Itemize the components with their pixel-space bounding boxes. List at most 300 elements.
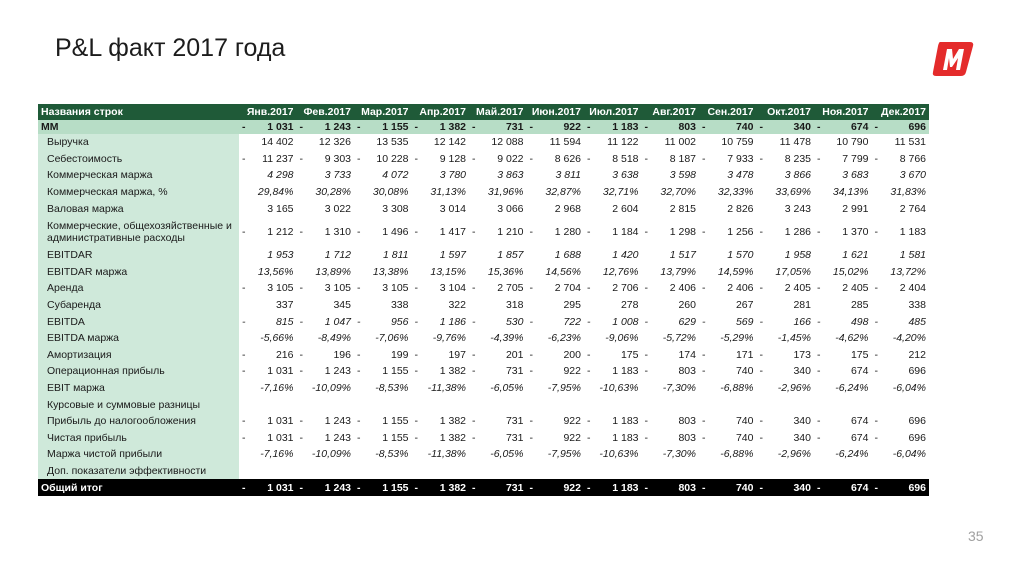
- value-cell: [527, 280, 585, 297]
- value-cell: -8,49%: [317, 332, 351, 345]
- value-number: 1 382: [439, 431, 466, 444]
- value-cell: 2 826: [727, 202, 754, 215]
- minus-sign: -: [644, 152, 648, 165]
- value-cell: [872, 120, 930, 134]
- value-cell: [757, 413, 815, 430]
- value-cell: 13,79%: [660, 265, 696, 278]
- row-label: Выручка: [38, 134, 239, 151]
- value-cell: 3 066: [497, 202, 524, 215]
- value-cell: 31,83%: [890, 186, 926, 199]
- value-cell: [584, 151, 642, 168]
- value-number: 740: [735, 431, 754, 444]
- value-cell: 12,76%: [602, 265, 639, 278]
- value-number: 1 243: [324, 415, 351, 428]
- minus-sign: -: [299, 431, 303, 444]
- table-row: [38, 380, 929, 397]
- minus-sign: -: [587, 225, 591, 238]
- value-cell: 15,36%: [487, 265, 524, 278]
- value-cell: -7,95%: [547, 448, 581, 461]
- table-header-row: [38, 104, 929, 120]
- value-number: 1 155: [382, 415, 409, 428]
- value-cell: [699, 313, 757, 330]
- minus-sign: -: [299, 348, 303, 361]
- value-number: 1 155: [382, 431, 409, 444]
- value-cell: [412, 479, 470, 496]
- row-label: EBITDAR маржа: [38, 264, 239, 281]
- value-cell: [584, 347, 642, 364]
- minus-sign: -: [702, 431, 706, 444]
- minus-sign: -: [874, 121, 878, 133]
- value-cell: 13,89%: [315, 265, 351, 278]
- table-row: [38, 297, 929, 314]
- minus-sign: -: [702, 315, 706, 328]
- table-row: [38, 430, 929, 447]
- minus-sign: -: [874, 152, 878, 165]
- row-label: Амортизация: [38, 347, 239, 364]
- value-cell: 2 968: [554, 202, 581, 215]
- value-cell: [699, 479, 757, 496]
- value-cell: 338: [390, 299, 409, 312]
- value-number: 1 183: [612, 121, 639, 133]
- minus-sign: -: [242, 315, 246, 328]
- value-number: 8 235: [784, 152, 811, 165]
- value-number: 922: [563, 365, 581, 378]
- minus-sign: -: [587, 348, 591, 361]
- minus-sign: -: [817, 481, 821, 494]
- value-cell: -11,38%: [427, 448, 466, 461]
- table-row: [38, 396, 929, 413]
- value-number: 2 406: [727, 282, 754, 295]
- minus-sign: -: [644, 121, 648, 133]
- value-cell: 14,56%: [545, 265, 581, 278]
- value-number: 2 706: [612, 282, 639, 295]
- minus-sign: -: [357, 225, 361, 238]
- value-cell: [872, 479, 930, 496]
- month-header: Сен.2017: [699, 104, 757, 120]
- value-number: 674: [850, 365, 869, 378]
- value-cell: [872, 280, 930, 297]
- minus-sign: -: [414, 348, 418, 361]
- value-cell: [872, 430, 930, 447]
- value-cell: 1 811: [383, 249, 409, 262]
- minus-sign: -: [759, 152, 763, 165]
- value-cell: [527, 430, 585, 447]
- minus-sign: -: [529, 348, 533, 361]
- value-cell: -6,88%: [720, 382, 754, 395]
- value-cell: [239, 120, 297, 134]
- value-cell: 1 517: [669, 249, 696, 262]
- minus-sign: -: [242, 431, 246, 444]
- minus-sign: -: [587, 415, 591, 428]
- value-number: 1 155: [382, 481, 409, 494]
- value-cell: [239, 151, 297, 168]
- value-cell: 260: [678, 299, 696, 312]
- value-cell: 32,71%: [602, 186, 639, 199]
- value-cell: [584, 363, 642, 380]
- value-cell: [412, 463, 470, 480]
- value-number: 1 031: [267, 365, 294, 378]
- value-number: 340: [793, 121, 811, 133]
- month-header: Мар.2017: [354, 104, 412, 120]
- value-number: 1 280: [554, 225, 581, 238]
- header-row-labels: Названия строк: [38, 104, 239, 120]
- value-cell: [239, 313, 297, 330]
- value-cell: [642, 217, 700, 247]
- value-number: 199: [390, 348, 409, 361]
- minus-sign: -: [817, 225, 821, 238]
- value-number: 1 243: [324, 481, 351, 494]
- value-cell: -6,04%: [892, 448, 926, 461]
- value-number: 674: [850, 121, 869, 133]
- minus-sign: -: [357, 431, 361, 444]
- value-cell: -10,63%: [599, 382, 639, 395]
- value-cell: -4,39%: [490, 332, 524, 345]
- value-cell: -6,05%: [490, 448, 524, 461]
- value-number: 1 382: [439, 481, 466, 494]
- value-cell: [699, 280, 757, 297]
- value-cell: 322: [448, 299, 466, 312]
- minus-sign: -: [702, 415, 706, 428]
- month-header: Авг.2017: [642, 104, 700, 120]
- value-number: 731: [505, 365, 524, 378]
- value-cell: -6,88%: [720, 448, 754, 461]
- value-number: 2 406: [669, 282, 696, 295]
- value-cell: 13,15%: [430, 265, 466, 278]
- minus-sign: -: [587, 365, 591, 378]
- value-cell: 3 165: [267, 202, 294, 215]
- value-cell: 2 815: [669, 202, 696, 215]
- minus-sign: -: [414, 315, 418, 328]
- value-cell: [469, 413, 527, 430]
- value-number: 803: [678, 121, 696, 133]
- table-row: [38, 347, 929, 364]
- value-cell: [527, 396, 585, 413]
- value-number: 485: [908, 315, 926, 328]
- value-number: 498: [850, 315, 869, 328]
- minus-sign: -: [644, 225, 648, 238]
- value-number: 1 184: [612, 225, 639, 238]
- month-header: Янв.2017: [239, 104, 297, 120]
- value-cell: [412, 217, 470, 247]
- minus-sign: -: [702, 152, 706, 165]
- minus-sign: -: [299, 481, 303, 494]
- value-cell: [297, 120, 355, 134]
- value-cell: 1 581: [899, 249, 926, 262]
- minus-sign: -: [472, 365, 476, 378]
- value-number: 196: [333, 348, 351, 361]
- value-cell: -10,09%: [311, 382, 351, 395]
- value-cell: -5,66%: [260, 332, 294, 345]
- value-cell: -7,30%: [662, 382, 696, 395]
- value-cell: 15,02%: [832, 265, 869, 278]
- value-cell: 3 022: [324, 202, 351, 215]
- value-cell: [699, 120, 757, 134]
- value-number: 175: [620, 348, 639, 361]
- minus-sign: -: [587, 152, 591, 165]
- minus-sign: -: [242, 225, 246, 238]
- row-label: Операционная прибыль: [38, 363, 239, 380]
- minus-sign: -: [299, 365, 303, 378]
- total-label: Общий итог: [38, 479, 239, 496]
- minus-sign: -: [817, 365, 821, 378]
- value-cell: 3 598: [669, 169, 696, 182]
- minus-sign: -: [357, 481, 361, 494]
- row-label: Аренда: [38, 280, 239, 297]
- value-number: 9 128: [439, 152, 466, 165]
- pl-table: [38, 104, 929, 496]
- month-header: Июл.2017: [584, 104, 642, 120]
- value-number: 722: [563, 315, 581, 328]
- value-cell: [699, 413, 757, 430]
- value-cell: 3 478: [727, 169, 754, 182]
- row-label: Валовая маржа: [38, 200, 239, 217]
- value-number: 3 105: [324, 282, 351, 295]
- minus-sign: -: [357, 152, 361, 165]
- value-cell: [239, 396, 297, 413]
- value-cell: [814, 479, 872, 496]
- value-cell: [757, 120, 815, 134]
- minus-sign: -: [644, 481, 648, 494]
- minus-sign: -: [817, 415, 821, 428]
- group-row: [38, 120, 929, 134]
- value-cell: 34,13%: [832, 186, 869, 199]
- value-number: 731: [505, 431, 524, 444]
- value-cell: [297, 151, 355, 168]
- value-number: 340: [793, 415, 811, 428]
- value-number: 1 031: [267, 415, 294, 428]
- minus-sign: -: [299, 121, 303, 133]
- value-cell: 1 597: [439, 249, 466, 262]
- minus-sign: -: [702, 282, 706, 295]
- value-cell: [354, 217, 412, 247]
- value-number: 674: [850, 415, 869, 428]
- value-number: 1 256: [727, 225, 754, 238]
- value-number: 1 155: [382, 121, 409, 133]
- value-cell: [642, 347, 700, 364]
- company-logo-icon: [930, 36, 976, 80]
- value-cell: 32,87%: [545, 186, 581, 199]
- minus-sign: -: [587, 121, 591, 133]
- minus-sign: -: [702, 121, 706, 133]
- value-cell: [814, 280, 872, 297]
- minus-sign: -: [759, 431, 763, 444]
- minus-sign: -: [587, 315, 591, 328]
- minus-sign: -: [644, 348, 648, 361]
- value-cell: -6,24%: [835, 382, 869, 395]
- value-cell: [699, 347, 757, 364]
- value-number: 1 417: [439, 225, 466, 238]
- value-number: 3 105: [267, 282, 294, 295]
- value-number: 11 237: [262, 152, 294, 165]
- value-cell: 295: [563, 299, 581, 312]
- minus-sign: -: [414, 282, 418, 295]
- value-cell: -5,72%: [662, 332, 696, 345]
- value-cell: [814, 120, 872, 134]
- value-cell: 1 688: [554, 249, 581, 262]
- minus-sign: -: [874, 365, 878, 378]
- value-cell: 32,70%: [660, 186, 696, 199]
- minus-sign: -: [472, 415, 476, 428]
- value-cell: [297, 347, 355, 364]
- value-cell: [297, 430, 355, 447]
- value-cell: [527, 151, 585, 168]
- value-number: 3 104: [439, 282, 466, 295]
- minus-sign: -: [472, 431, 476, 444]
- value-cell: [297, 463, 355, 480]
- row-label: EBITDA: [38, 313, 239, 330]
- minus-sign: -: [817, 152, 821, 165]
- minus-sign: -: [817, 315, 821, 328]
- value-cell: 285: [850, 299, 869, 312]
- minus-sign: -: [242, 152, 246, 165]
- value-cell: [354, 413, 412, 430]
- value-number: 201: [505, 348, 524, 361]
- value-cell: -2,96%: [777, 382, 811, 395]
- minus-sign: -: [529, 481, 533, 494]
- minus-sign: -: [242, 415, 246, 428]
- month-header: Фев.2017: [297, 104, 355, 120]
- minus-sign: -: [472, 225, 476, 238]
- value-cell: [814, 413, 872, 430]
- value-cell: [584, 280, 642, 297]
- value-cell: 32,33%: [717, 186, 754, 199]
- value-cell: [814, 430, 872, 447]
- value-number: 1 183: [899, 225, 926, 238]
- value-cell: [527, 347, 585, 364]
- value-cell: [757, 280, 815, 297]
- value-number: 1 031: [267, 431, 294, 444]
- group-label: MM: [38, 120, 239, 134]
- value-cell: [354, 347, 412, 364]
- value-cell: [584, 217, 642, 247]
- value-cell: [469, 463, 527, 480]
- value-cell: 14 402: [261, 136, 294, 149]
- value-number: 1 047: [324, 315, 351, 328]
- value-cell: 13,38%: [372, 265, 409, 278]
- value-cell: [412, 280, 470, 297]
- value-cell: [642, 396, 700, 413]
- value-cell: 4 298: [267, 169, 294, 182]
- value-cell: 3 733: [324, 169, 351, 182]
- minus-sign: -: [817, 431, 821, 444]
- value-number: 731: [505, 481, 524, 494]
- table-row: [38, 413, 929, 430]
- value-cell: [412, 347, 470, 364]
- value-number: 1 210: [497, 225, 524, 238]
- value-cell: [699, 363, 757, 380]
- value-cell: 12 326: [318, 136, 351, 149]
- value-number: 815: [275, 315, 294, 328]
- row-label: Себестоимость: [38, 151, 239, 168]
- minus-sign: -: [644, 365, 648, 378]
- value-number: 171: [735, 348, 754, 361]
- value-cell: [469, 363, 527, 380]
- value-cell: [412, 413, 470, 430]
- value-cell: [354, 463, 412, 480]
- minus-sign: -: [759, 282, 763, 295]
- value-cell: [699, 396, 757, 413]
- value-cell: 4 072: [382, 169, 409, 182]
- value-cell: [469, 396, 527, 413]
- value-cell: [872, 347, 930, 364]
- minus-sign: -: [299, 225, 303, 238]
- row-label: EBIT маржа: [38, 380, 239, 397]
- minus-sign: -: [817, 348, 821, 361]
- table-row: [38, 463, 929, 480]
- table-row: [38, 217, 929, 247]
- minus-sign: -: [357, 365, 361, 378]
- minus-sign: -: [644, 415, 648, 428]
- value-cell: 2 991: [842, 202, 869, 215]
- value-cell: -6,05%: [490, 382, 524, 395]
- value-number: 1 298: [669, 225, 696, 238]
- table-row: [38, 264, 929, 281]
- value-cell: [814, 217, 872, 247]
- value-number: 629: [678, 315, 696, 328]
- minus-sign: -: [874, 225, 878, 238]
- minus-sign: -: [472, 121, 476, 133]
- value-cell: -7,16%: [260, 382, 294, 395]
- minus-sign: -: [414, 365, 418, 378]
- minus-sign: -: [529, 225, 533, 238]
- value-cell: 11 594: [549, 136, 581, 149]
- minus-sign: -: [242, 282, 246, 295]
- value-cell: [642, 280, 700, 297]
- value-cell: 3 014: [439, 202, 466, 215]
- value-cell: [584, 313, 642, 330]
- value-cell: [354, 430, 412, 447]
- value-number: 1 031: [267, 121, 294, 133]
- value-cell: -2,96%: [777, 448, 811, 461]
- value-cell: 2 604: [612, 202, 639, 215]
- minus-sign: -: [529, 282, 533, 295]
- value-cell: 31,13%: [430, 186, 466, 199]
- value-cell: -7,95%: [547, 382, 581, 395]
- value-cell: [469, 217, 527, 247]
- value-cell: [354, 120, 412, 134]
- value-number: 10 228: [376, 152, 409, 165]
- value-number: 340: [793, 481, 811, 494]
- value-cell: 10 790: [836, 136, 869, 149]
- value-number: 674: [850, 431, 869, 444]
- value-cell: [412, 363, 470, 380]
- value-cell: [527, 313, 585, 330]
- minus-sign: -: [299, 415, 303, 428]
- value-cell: [527, 363, 585, 380]
- value-cell: 3 243: [784, 202, 811, 215]
- value-cell: 14,59%: [717, 265, 754, 278]
- value-number: 2 404: [899, 282, 926, 295]
- value-cell: 2 764: [899, 202, 926, 215]
- value-number: 1 183: [612, 481, 639, 494]
- minus-sign: -: [874, 348, 878, 361]
- value-cell: [642, 413, 700, 430]
- table-row: [38, 167, 929, 184]
- value-number: 1 212: [267, 225, 294, 238]
- minus-sign: -: [357, 121, 361, 133]
- value-cell: [642, 463, 700, 480]
- table-row: [38, 247, 929, 264]
- value-cell: [527, 217, 585, 247]
- value-cell: [297, 396, 355, 413]
- value-number: 175: [850, 348, 869, 361]
- value-number: 2 705: [497, 282, 524, 295]
- value-cell: [469, 280, 527, 297]
- value-cell: [354, 363, 412, 380]
- value-cell: 11 122: [607, 136, 639, 149]
- table-row: [38, 363, 929, 380]
- value-number: 340: [793, 365, 811, 378]
